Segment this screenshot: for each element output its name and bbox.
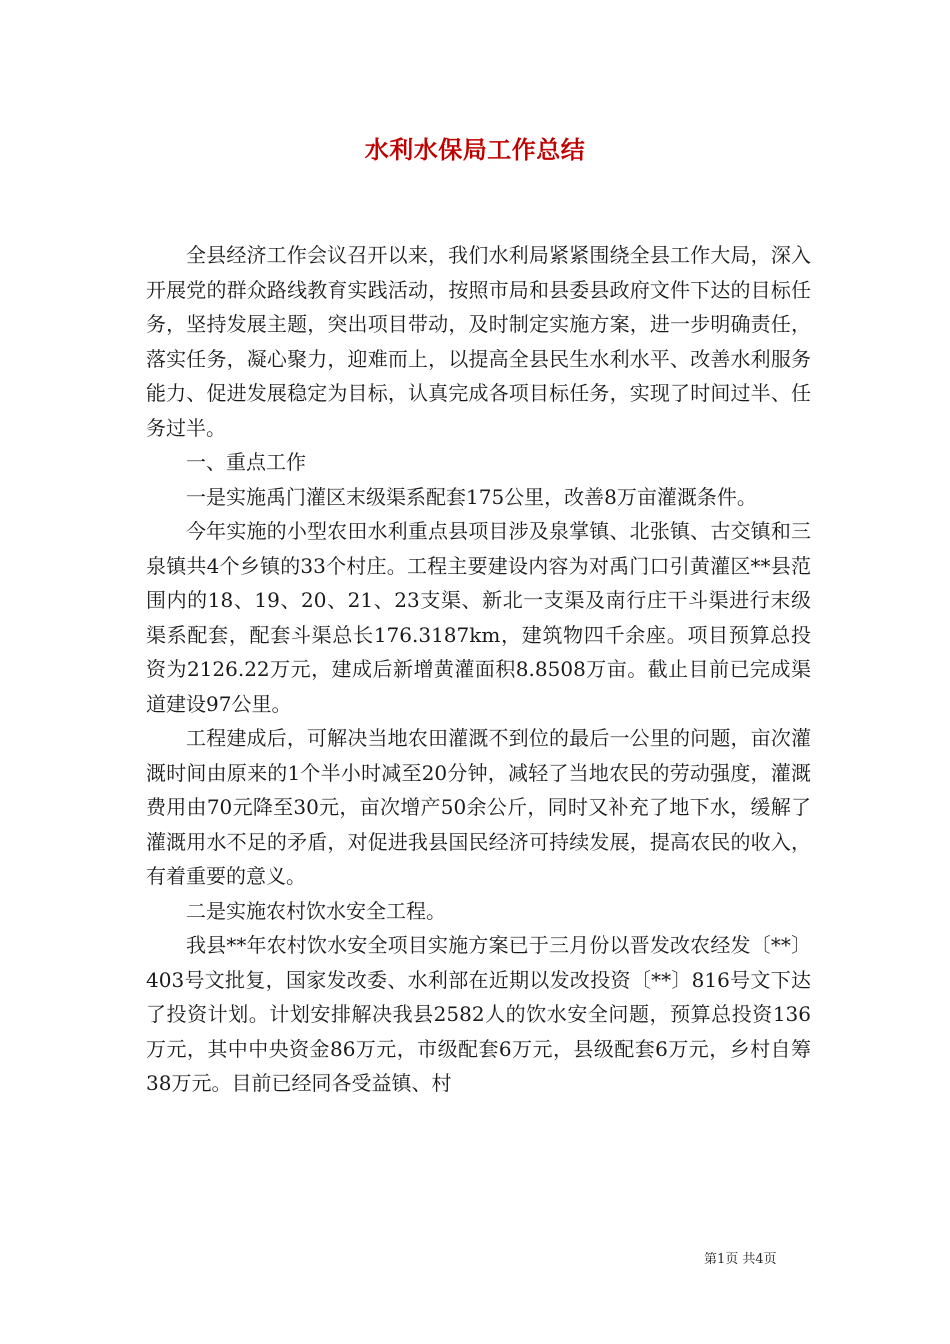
section-heading: 一、重点工作: [186, 450, 306, 474]
paragraph-intro: 全县经济工作会议召开以来，我们水利局紧紧围绕全县工作大局，深入开展党的群众路线教育实践活动，按照市局和县委县政府文件下达的目标任务，坚持发展主题，突出项目带动，及时制定实施方案，进一步明确责任，落实任务，凝心聚力，迎难而上，以提高全县民生水利水平、改善水利服务能力、促进发展稳定为目标，认真完成各项目标任务，实现了时间过半、任务过半。: [146, 243, 811, 440]
document-body: [146, 238, 811, 1101]
document-title: 水利水保局工作总结: [364, 136, 586, 164]
paragraph-item-two: 二是实施农村饮水安全工程。: [186, 898, 446, 923]
paragraph-project-benefits: 工程建成后，可解决当地农田灌溉不到位的最后一公里的问题，亩次灌溉时间由原来的1个半小时减至20分钟，减轻了当地农民的劳动强度，灌溉费用由70元降至30元，亩次增产50余公斤，同时又补充了地下水，缓解了灌溉用水不足的矛盾，对促进我县国民经济可持续发展，提高农民的收入，有着重要的意义。: [146, 726, 811, 888]
page-number-footer: 第1页 共4页: [704, 1252, 777, 1267]
paragraph-water-safety: 我县**年农村饮水安全项目实施方案已于三月份以晋发改农经发〔**〕403号文批复，国家发改委、水利部在近期以发改投资〔**〕816号文下达了投资计划。计划安排解决我县2582人的饮水安全问题，预算总投资136万元，其中中央资金86万元，市级配套6万元，县级配套6万元，乡村自筹38万元。目前已经同各受益镇、村: [146, 933, 811, 1095]
paragraph-item-one: 一是实施禹门灌区末级渠系配套175公里，改善8万亩灌溉条件。: [186, 484, 757, 509]
paragraph-project-details: 今年实施的小型农田水利重点县项目涉及泉掌镇、北张镇、古交镇和三泉镇共4个乡镇的33个村庄。工程主要建设内容为对禹门口引黄灌区**县范围内的18、19、20、21、23支渠、新北一支渠及南行庄干斗渠进行末级渠系配套，配套斗渠总长176.3187km，建筑物四千余座。项目预算总投资为2126.22万元，建成后新增黄灌面积8.8508万亩。截止目前已完成渠道建设97公里。: [146, 519, 811, 716]
